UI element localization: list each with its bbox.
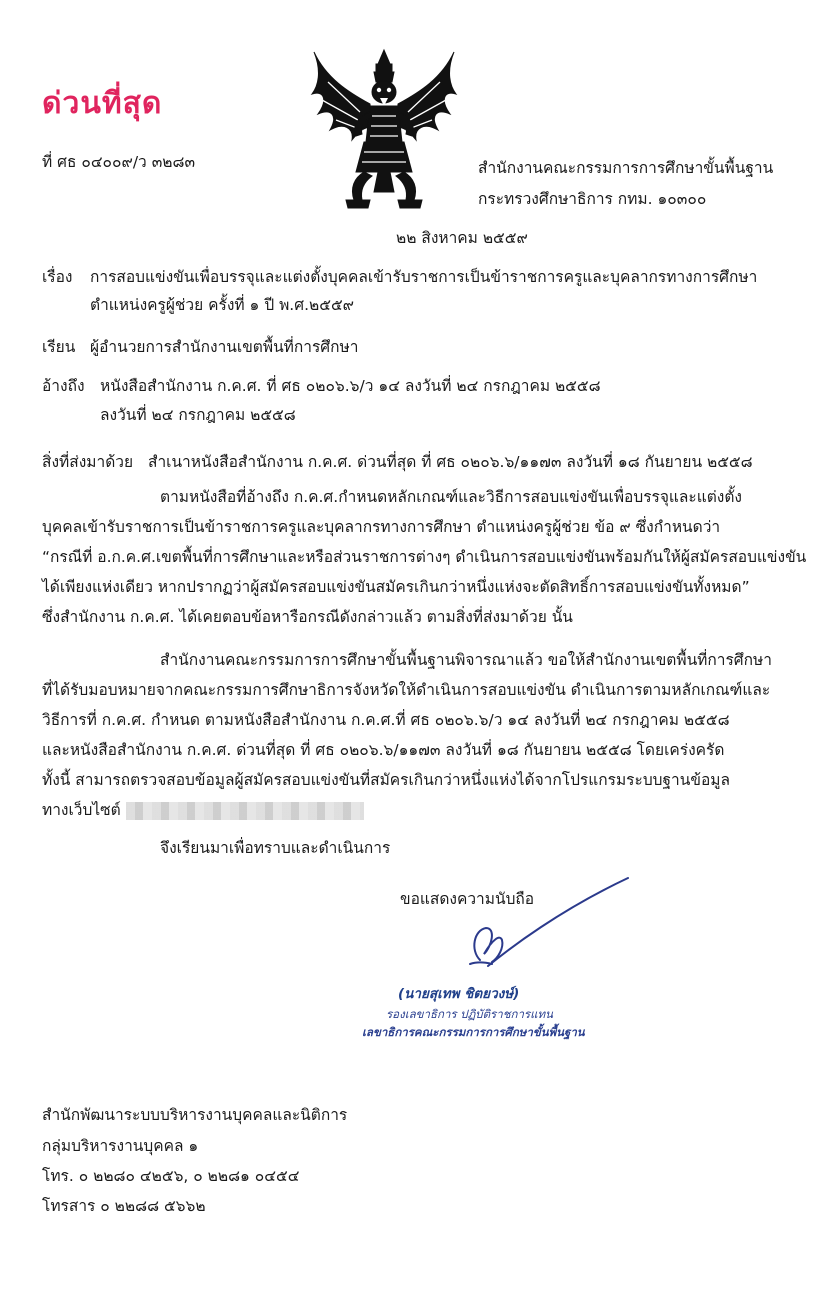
subject-line-2: ตำแหน่งครูผู้ช่วย ครั้งที่ ๑ ปี พ.ศ.๒๕๕๙: [90, 296, 355, 314]
paragraph-line: ตามหนังสือที่อ้างถึง ก.ค.ศ.กำหนดหลักเกณฑ์และวิธีการสอบแข่งขันเพื่อบรรจุและแต่งตั้ง: [160, 488, 742, 506]
paragraph-line: ที่ได้รับมอบหมายจากคณะกรรมการศึกษาธิการจังหวัดให้ดำเนินการสอบแข่งขัน ดำเนินการตามหลักเกณฑ์และ: [42, 681, 771, 699]
signatory-name: (นายสุเทพ ชิตยวงษ์): [398, 986, 520, 1002]
paragraph-line: ทั้งนี้ สามารถตรวจสอบข้อมูลผู้สมัครสอบแข่งขันที่สมัครเกินกว่าหนึ่งแห่งได้จากโปรแกรมระบบฐานข้อมูล: [42, 771, 730, 789]
website-prefix: ทางเว็บไซต์: [42, 801, 121, 819]
reference-line-1: หนังสือสำนักงาน ก.ค.ศ. ที่ ศธ ๐๒๐๖.๖/ว ๑๔ ลงวันที่ ๒๔ กรกฎาคม ๒๕๕๘: [100, 377, 601, 395]
reference-line-2: ลงวันที่ ๒๔ กรกฎาคม ๒๕๕๘: [100, 406, 296, 424]
website-line: [42, 795, 772, 825]
salutation: ขอแสดงความนับถือ: [400, 890, 535, 908]
letter-date: ๒๒ สิงหาคม ๒๕๕๙: [396, 229, 528, 247]
addressee-text: ผู้อำนวยการสำนักงานเขตพื้นที่การศึกษา: [90, 338, 359, 356]
agency-address: กระทรวงศึกษาธิการ กทม. ๑๐๓๐๐: [478, 190, 707, 208]
paragraph-line: “กรณีที่ อ.ก.ค.ศ.เขตพื้นที่การศึกษาและหรือส่วนราชการต่างๆ ดำเนินการสอบแข่งขันพร้อมกันให้ผู้สมัครสอบแข่งขัน: [42, 548, 807, 566]
paragraph-line: บุคคลเข้ารับราชการเป็นข้าราชการครูและบุคลากรทางการศึกษา ตำแหน่งครูผู้ช่วย ข้อ ๙ ซึ่งกำหนดว่า: [42, 518, 721, 536]
body-paragraph-2: [42, 645, 772, 825]
paragraph-line: และหนังสือสำนักงาน ก.ค.ศ. ด่วนที่สุด ที่ ศธ ๐๒๐๖.๖/๑๑๗๓ ลงวันที่ ๑๘ กันยายน ๒๕๕๘ โดยเคร่งครัด: [42, 741, 725, 759]
subject-label: เรื่อง: [42, 268, 73, 286]
closing-sentence: จึงเรียนมาเพื่อทราบและดำเนินการ: [160, 839, 391, 857]
signatory-title-2: เลขาธิการคณะกรรมการการศึกษาขั้นพื้นฐาน: [362, 1025, 585, 1039]
agency-name: สำนักงานคณะกรรมการการศึกษาขั้นพื้นฐาน: [478, 159, 774, 177]
enclosure-text: สำเนาหนังสือสำนักงาน ก.ค.ศ. ด่วนที่สุด ที่ ศธ ๐๒๐๖.๖/๑๑๗๓ ลงวันที่ ๑๘ กันยายน ๒๕๕๘: [148, 453, 753, 471]
garuda-emblem-icon: [308, 42, 460, 212]
subject-line-1: การสอบแข่งขันเพื่อบรรจุและแต่งตั้งบุคคลเข้ารับราชการเป็นข้าราชการครูและบุคลากรทางการศึกษา: [90, 268, 758, 286]
footer-phone: โทร. ๐ ๒๒๘๐ ๔๒๕๖, ๐ ๒๒๘๑ ๐๔๕๔: [42, 1167, 300, 1185]
footer-fax: โทรสาร ๐ ๒๒๘๘ ๕๖๖๒: [42, 1197, 206, 1215]
reference-label: อ้างถึง: [42, 377, 85, 395]
paragraph-line: วิธีการที่ ก.ค.ศ. กำหนด ตามหนังสือสำนักงาน ก.ค.ศ.ที่ ศธ ๐๒๐๖.๖/ว ๑๔ ลงวันที่ ๒๔ กรกฎาคม ๒๕๕๘: [42, 711, 730, 729]
redacted-url: [126, 802, 364, 820]
footer-office: สำนักพัฒนาระบบบริหารงานบุคคลและนิติการ: [42, 1106, 348, 1124]
paragraph-line: สำนักงานคณะกรรมการการศึกษาขั้นพื้นฐานพิจารณาแล้ว ขอให้สำนักงานเขตพื้นที่การศึกษา: [160, 651, 772, 669]
urgency-stamp: ด่วนที่สุด: [42, 86, 163, 121]
addressee-label: เรียน: [42, 338, 76, 356]
enclosure-label: สิ่งที่ส่งมาด้วย: [42, 453, 134, 471]
handwritten-signature: [440, 870, 640, 980]
body-paragraph-1: [42, 482, 806, 632]
footer-group: กลุ่มบริหารงานบุคคล ๑: [42, 1137, 199, 1155]
reference-number: ที่ ศธ ๐๔๐๐๙/ว ๓๒๘๓: [42, 153, 196, 171]
paragraph-line: ได้เพียงแห่งเดียว หากปรากฏว่าผู้สมัครสอบแข่งขันสมัครเกินกว่าหนึ่งแห่งจะตัดสิทธิ์การสอบแข่งขันทั้งหมด”: [42, 578, 750, 596]
paragraph-line: ซึ่งสำนักงาน ก.ค.ศ. ได้เคยตอบข้อหารือกรณีดังกล่าวแล้ว ตามสิ่งที่ส่งมาด้วย นั้น: [42, 608, 573, 626]
signatory-title-1: รองเลขาธิการ ปฏิบัติราชการแทน: [386, 1007, 553, 1021]
